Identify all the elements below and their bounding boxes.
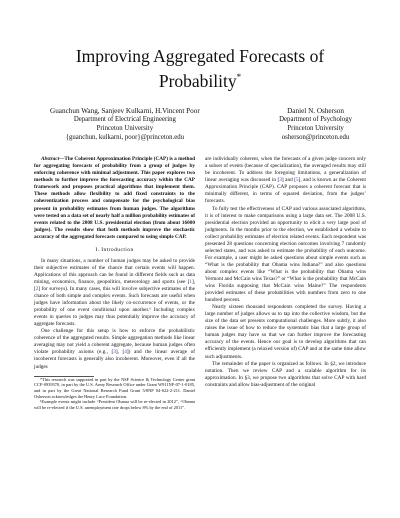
- paragraph-text: ], [: [115, 349, 125, 356]
- paragraph-text: In many situations, a number of human judges may be asked to provide their subjective estimates of the chance that certain events will happen. Applications of this approach can be found in different fields such as data mining, economics, finance, geopolitics, meteorology and sports (see [: [34, 257, 195, 285]
- paragraph-text: are individually coherent, when the forecasts of a given judge concern only a subset of events (because of specialization), the averaged results may still be incoherent. To address the foregoing limitations, a generalization of linear averaging was discussed in [: [205, 156, 366, 184]
- citation-link[interactable]: 3: [113, 349, 116, 356]
- title-footnote-mark: *: [236, 72, 242, 82]
- abstract-label: Abstract: [41, 156, 60, 163]
- citation-link[interactable]: 1: [189, 278, 192, 285]
- paragraph-text: ]) and the linear average of incoherent forecasts is generally also incoherent. Moreover, even if all the judges: [34, 349, 195, 370]
- right-column: [205, 156, 366, 411]
- citation-link[interactable]: 4: [124, 349, 127, 356]
- footnotes: [34, 377, 195, 411]
- citation-link[interactable]: 3: [279, 177, 282, 184]
- footnote-funding: *This research was supported in part by the NSF Science & Technology Center grant CCF-0939370, in part by the U.S. Army Research Office under Grant W911NF-07-1-0185, and in part by the Great National Research Fund Grant 5/8NP 04-S22-2-211. Daniel Osherson acknowledges the Henry Luce Foundation.: [34, 376, 195, 399]
- author-names: Guanchun Wang, Sanjeev Kulkarni, H.Vincent Poor: [50, 106, 200, 115]
- left-column: [34, 156, 195, 411]
- author-department: Department of Psychology: [279, 116, 352, 124]
- abstract-text: —The Coherent Approximation Principle (CAP) is a method for aggregating forecasts of probability from a group of judges by enforcing coherence with minimal adjustment. This paper explores two methods to further improve the forecasting accuracy within the CAP framework and proposes practical algorithms that implement them. These methods allow flexibility to add fixed constraints to the coherentization process and compensate for the psychological bias present in probability estimates from human judges. The algorithms were tested on a data set of nearly half a million probability estimates of events related to the 2008 U.S. presidential election (from about 16000 judges). The results show that both methods improve the stochastic accuracy of the aggregated forecasts compared to using simple CAP.: [34, 156, 195, 240]
- author-institution: Princeton University: [96, 125, 154, 133]
- paragraph-text: ], and is known as the Coherent Approximation Principle (CAP). CAP proposes a coherent forecast that is minimally different, in terms of squared deviation, from the judges’ forecasts.: [205, 177, 367, 205]
- body-columns: [34, 156, 366, 411]
- right-paragraph-3: Nearly sixteen thousand respondents completed the survey. Having a large number of judges allows us to tap into the collective wisdom, but the size of the data set presents computational challenges. More subtly, it also raises the issue of how to reduce the systematic bias that a large group of human judges may have so that we can further improve the forecasting accuracy of the events. Hence our goal is to develop algorithms that can efficiently implement (a relaxed version of) CAP and at the same time allow such adjustments.: [205, 304, 366, 360]
- author-block: [50, 107, 352, 142]
- right-paragraph-2: To fully test the effectiveness of CAP and various associated algorithms, it is of interest to make comparisons using a large data set. The 2008 U.S. presidential election provided an opportunity to elicit a very large pool of judgments. In the months prior to the election, we established a website to collect probability estimates of election related events. Each respondent was presented 28 questions concerning election outcomes involving 7 randomly selected states, and was asked to estimate the probability of each outcome. For example, a user might be asked questions about simple events such as “What is the probability that Obama wins Indiana?” and also questions about complex events like “What is the probability that Obama wins Vermont and McCain wins Texas?” or “What is the probability that McCain wins Florida supposing that McCain wins Maine?” The respondents provided estimates of these probabilities with numbers from zero to one hundred percent.: [205, 205, 366, 304]
- citation-link[interactable]: 5: [295, 177, 299, 184]
- author-group-1: [50, 107, 200, 142]
- abstract: [34, 156, 195, 241]
- intro-paragraph-1: [34, 258, 195, 328]
- author-institution: Princeton University: [287, 125, 344, 133]
- section-heading-introduction: I. Introduction: [95, 246, 134, 253]
- intro-paragraph-2: [34, 328, 195, 370]
- author-group-2: [279, 107, 352, 142]
- author-email: {guanchun, kulkarni, poor}@princeton.edu: [65, 133, 185, 141]
- right-paragraph-4: The remainder of the paper is organized as follows. In §2, we introduce notation. Then we review CAP and a scalable algorithm for its approximation. In §3, we propose two algorithms that solve CAP with hard constraints and allow bias-adjustment of the original: [205, 360, 366, 388]
- citation-link[interactable]: 2: [35, 286, 39, 292]
- footnote-1: ¹Example events might include “President Obama will be re-elected in 2012”, “Obama will be re-elected if the U.S. unemployment rate drops below 8% by the end of 2011”.: [34, 399, 195, 411]
- paragraph-text: ], [: [34, 278, 195, 292]
- paragraph-text: ] and [: [281, 177, 296, 184]
- paragraph-text: ] for surveys). In many cases, this will involve subjective estimates of the chance of both simple and complex events. Such forecasts are useful when judges have information about the likely co-occurrence of events, or the probability of one event conditional upon another.¹ Including complex events in queries to judges may thus potentially improve the accuracy of aggregate forecasts.: [34, 286, 195, 328]
- author-department: Department of Electrical Engineering: [73, 116, 176, 124]
- author-names: Daniel N. Osherson: [287, 106, 344, 115]
- paragraph-text: One challenge for this setup is how to enforce the probabilistic coherence of the aggregated results. Simple aggregation methods like linear averaging may not yield a coherent aggregate, because human judges often violate probability axioms (e.g., [: [34, 328, 195, 356]
- paper-title-text: Improving Aggregated Forecasts of Probability: [75, 46, 325, 91]
- right-paragraph-1: [205, 156, 366, 205]
- author-email: osherson@princeton.edu: [281, 133, 350, 141]
- paper-title: [34, 46, 366, 92]
